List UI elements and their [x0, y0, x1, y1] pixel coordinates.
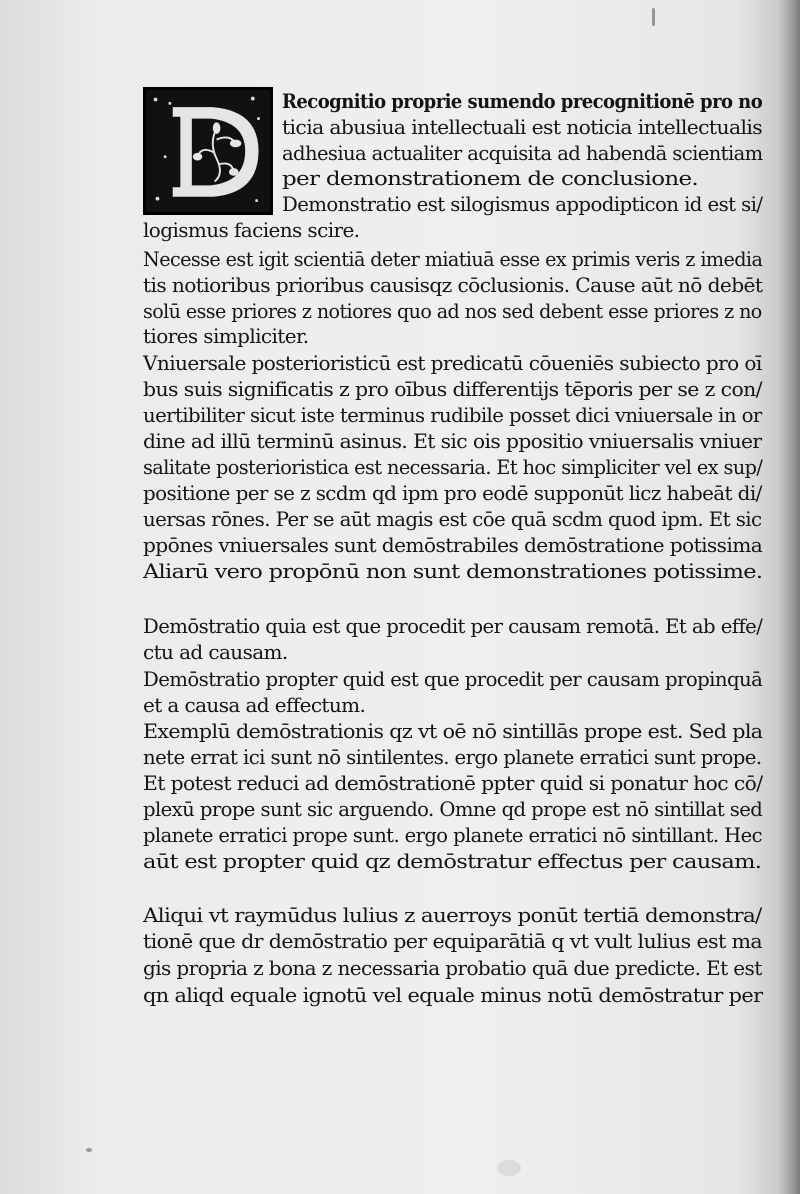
- text-line: adhesiua actualiter acquisita ad habendā scientiam: [282, 141, 763, 165]
- text-line: dine ad illū terminū asinus. Et sic ois ppositio vniuersalis vniuer: [143, 429, 762, 453]
- text-line: et a causa ad effectum.: [143, 693, 366, 717]
- text-line: plexū prope sunt sic arguendo. Omne qd prope est nō sintillat sed: [143, 797, 763, 821]
- text-line: bus suis significatis z pro oībus differentijs tēporis per se z con/: [143, 377, 762, 401]
- text-line: Aliarū vero propōnū non sunt demonstrationes potissime.: [143, 559, 763, 583]
- text-line: Demonstratio est silogismus appodipticon id est si/: [282, 192, 763, 216]
- text-line: Recognitio proprie sumendo precognitionē pro no: [282, 89, 763, 113]
- text-line: Demōstratio propter quid est que procedit per causam propinquā: [143, 667, 763, 691]
- text-line: ticia abusiua intellectuali est noticia intellectualis: [282, 115, 763, 139]
- text-line: tiores simpliciter.: [143, 324, 309, 348]
- text-line: positione per se z scdm qd ipm pro eodē supponūt licz habeāt di/: [143, 481, 762, 505]
- text-line: logismus faciens scire.: [143, 218, 360, 242]
- text-line: ctu ad causam.: [143, 640, 288, 664]
- text-line: qn aliqd equale ignotū vel equale minus notū demōstratur per: [143, 983, 763, 1007]
- text-line: uertibiliter sicut iste terminus rudibile posset dici vniuersale in or: [143, 403, 762, 427]
- text-line: tis notioribus prioribus causisqz cōclusionis. Cause aūt nō debēt: [143, 273, 763, 297]
- text-line: solū esse priores z notiores quo ad nos sed debent esse priores z no: [143, 299, 762, 323]
- text-line: aūt est propter quid qz demōstratur effectus per causam.: [143, 849, 762, 873]
- text-line: gis propria z bona z necessaria probatio quā due predicte. Et est: [143, 956, 762, 980]
- text-line: ppōnes vniuersales sunt demōstrabiles demōstratione potissima: [143, 533, 763, 557]
- text-line: Et potest reduci ad demōstrationē ppter quid si ponatur hoc cō/: [143, 771, 763, 795]
- paper-speck: [652, 8, 655, 26]
- text-line: per demonstrationem de conclusione.: [282, 166, 699, 190]
- text-line: uersas rōnes. Per se aūt magis est cōe quā scdm quod ipm. Et sic: [143, 507, 762, 531]
- paper-speck: [497, 1160, 521, 1176]
- text-line: Aliqui vt raymūdus lulius z auerroys ponūt tertiā demonstra/: [143, 903, 762, 927]
- paper-speck: [86, 1148, 92, 1152]
- binding-shadow: [778, 0, 800, 1194]
- text-line: Necesse est igit scientiā deter miatiuā esse ex primis veris z imedia: [143, 247, 763, 271]
- text-line: Vniuersale posterioristicū est predicatū cōueniēs subiecto pro oī: [143, 351, 762, 375]
- text-line: Demōstratio quia est que procedit per causam remotā. Et ab effe/: [143, 614, 763, 638]
- text-line: salitate posterioristica est necessaria. Et hoc simpliciter vel ex sup/: [143, 455, 763, 479]
- text-line: Exemplū demōstrationis qz vt oē nō sintillās prope est. Sed pla: [143, 719, 763, 743]
- text-line: tionē que dr demōstratio per equiparātiā q vt vult lulius est ma: [143, 929, 763, 953]
- text-line: nete errat ici sunt nō sintilentes. ergo planete erratici sunt prope.: [143, 745, 762, 769]
- text-line: planete erratici prope sunt. ergo planete erratici nō sintillant. Hec: [143, 823, 762, 847]
- decorated-initial-D: [143, 87, 273, 215]
